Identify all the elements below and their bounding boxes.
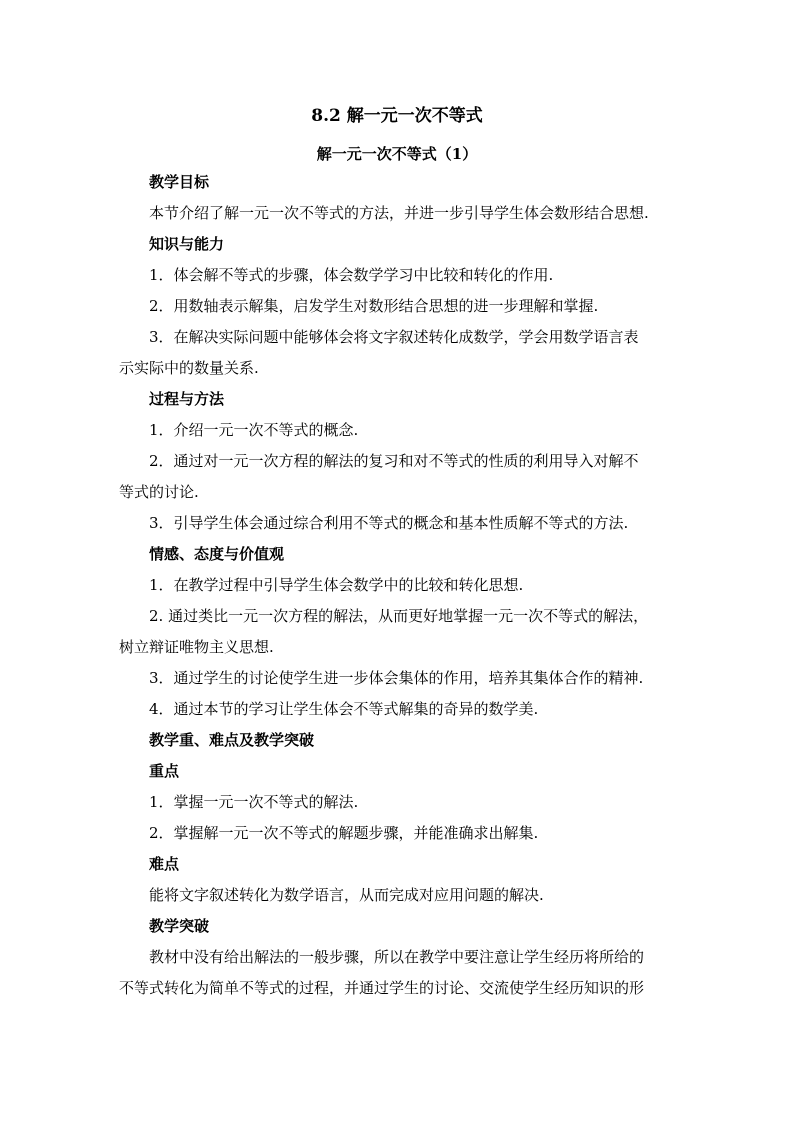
text-line: 示实际中的数量关系. [119,359,259,377]
section-heading [119,756,679,787]
text-line: 教学目标 [149,173,210,191]
paragraph [119,694,679,725]
paragraph [119,446,679,508]
text-line: 难点 [149,855,180,873]
text-line: 能将文字叙述转化为数学语言，从而完成对应用问题的解决. [149,886,544,904]
page-title: 8.2 解一元一次不等式 [311,106,483,126]
text-line: 1．介绍一元一次不等式的概念. [149,421,359,439]
paragraph [119,570,679,601]
section-heading [119,849,679,880]
text-line: 4．通过本节的学习让学生体会不等式解集的奇异的数学美. [149,700,539,718]
text-line: 1．掌握一元一次不等式的解法. [149,793,359,811]
paragraph [119,508,679,539]
paragraph [119,198,679,229]
text-line: 等式的讨论. [119,483,199,501]
text-line: 2．通过对一元一次方程的解法的复习和对不等式的性质的利用导入对解不 [149,452,639,470]
text-line: 过程与方法 [149,390,225,408]
text-line: 不等式转化为简单不等式的过程，并通过学生的讨论、交流使学生经历知识的形 [119,979,645,997]
text-line: 重点 [149,762,180,780]
paragraph [119,880,679,911]
text-line: 3．在解决实际问题中能够体会将文字叙述转化成数学，学会用数学语言表 [149,328,639,346]
paragraph [119,260,679,291]
paragraph [119,818,679,849]
paragraph [119,291,679,322]
section-heading [119,229,679,260]
paragraph [119,663,679,694]
section-heading [119,167,679,198]
paragraph [119,942,679,1004]
text-line: 树立辩证唯物主义思想. [119,638,274,656]
document-body [119,167,679,1004]
text-line: 3．通过学生的讨论使学生进一步体会集体的作用，培养其集体合作的精神. [149,669,644,687]
text-line: 1．在教学过程中引导学生体会数学中的比较和转化思想. [149,576,524,594]
paragraph [119,322,679,384]
text-line: 教学重、难点及教学突破 [149,731,315,749]
text-line: 本节介绍了解一元一次不等式的方法，并进一步引导学生体会数形结合思想. [149,204,649,222]
section-heading [119,539,679,570]
text-line: 教学突破 [149,917,210,935]
section-heading [119,384,679,415]
paragraph [119,415,679,446]
section-heading [119,725,679,756]
text-line: 教材中没有给出解法的一般步骤，所以在教学中要注意让学生经历将所给的 [149,948,645,966]
text-line: 2．掌握解一元一次不等式的解题步骤，并能准确求出解集. [149,824,539,842]
paragraph [119,787,679,818]
text-line: 情感、态度与价值观 [149,545,285,563]
text-line: 2. 通过类比一元一次方程的解法，从而更好地掌握一元一次不等式的解法， [149,607,649,625]
text-line: 2．用数轴表示解集，启发学生对数形结合思想的进一步理解和掌握. [149,297,599,315]
page-subtitle: 解一元一次不等式（1） [316,145,478,163]
text-line: 知识与能力 [149,235,225,253]
text-line: 3．引导学生体会通过综合利用不等式的概念和基本性质解不等式的方法. [149,514,629,532]
paragraph [119,601,679,663]
text-line: 1．体会解不等式的步骤，体会数学学习中比较和转化的作用. [149,266,554,284]
section-heading [119,911,679,942]
